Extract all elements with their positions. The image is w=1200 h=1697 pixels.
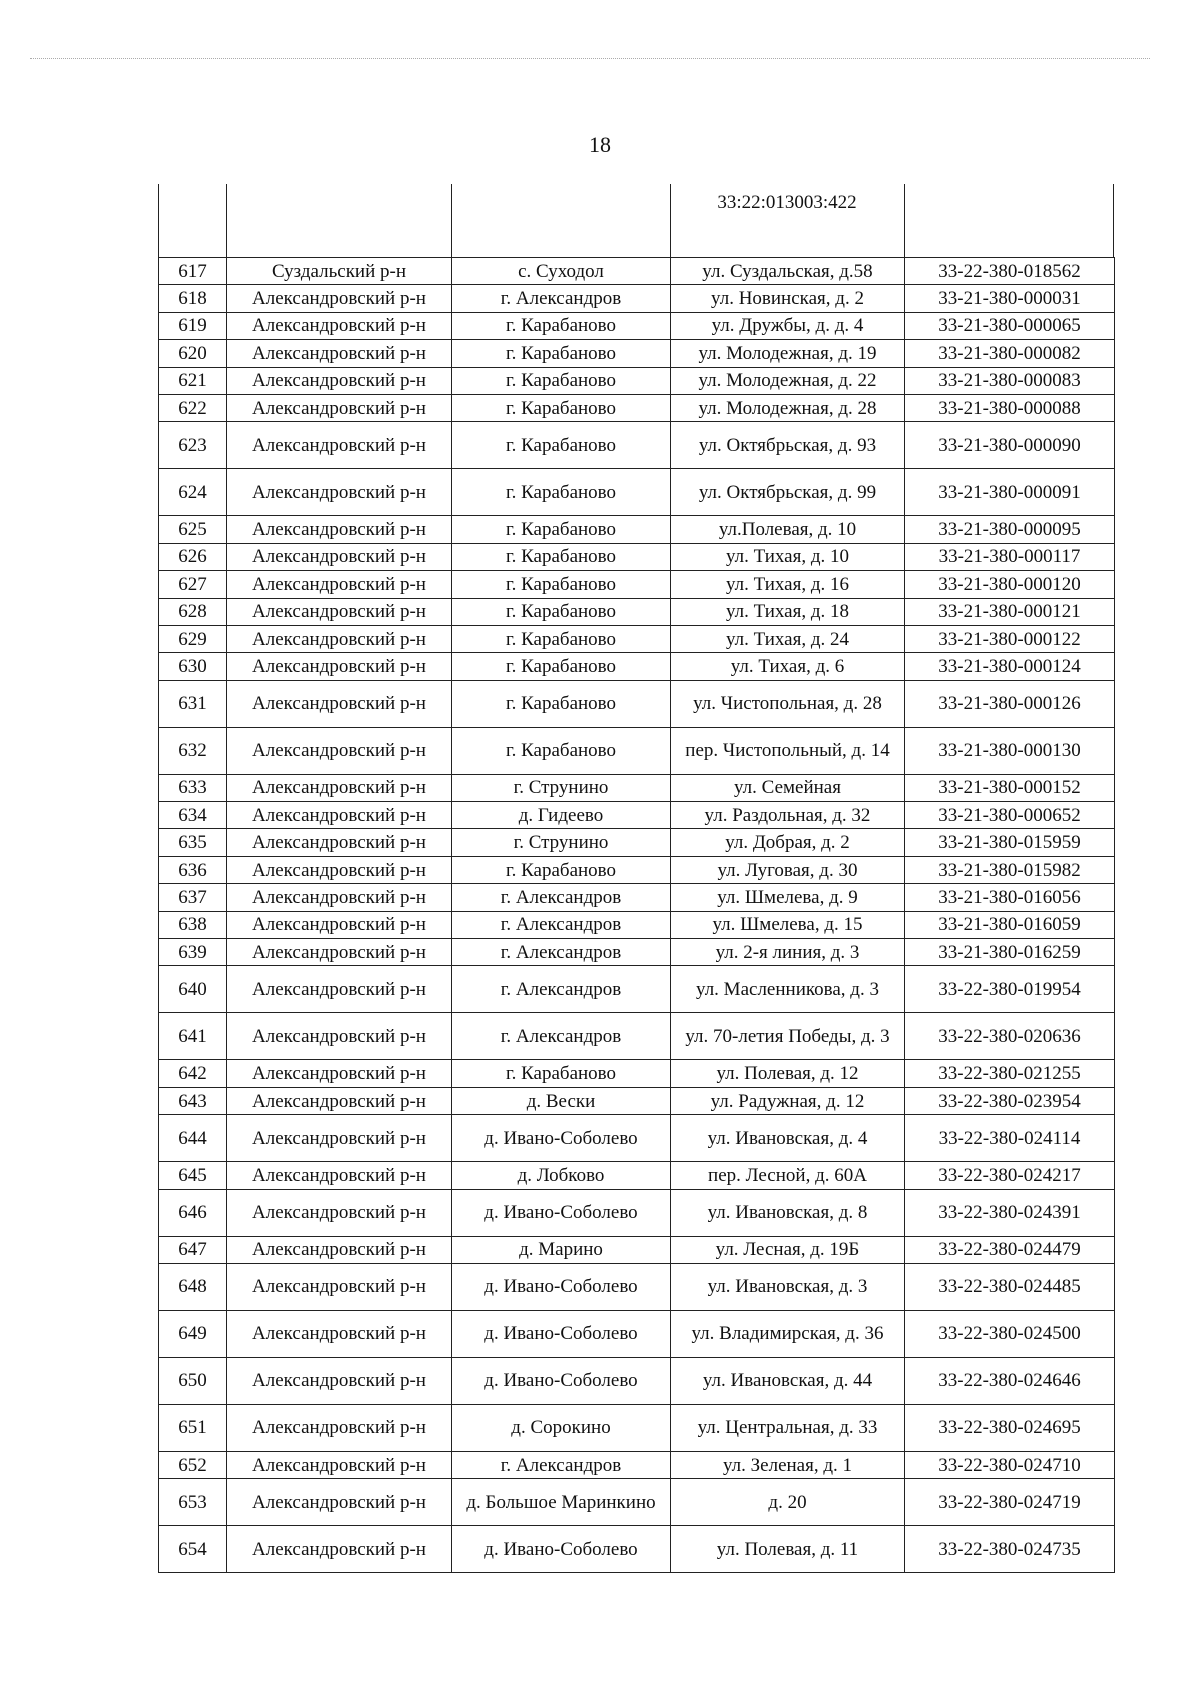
address-cell: ул. Тихая, д. 24	[671, 625, 905, 652]
district-cell: Александровский р-н	[227, 774, 452, 801]
registry-code-cell: 33-21-380-016056	[905, 884, 1115, 911]
locality-cell: г. Карабаново	[452, 312, 671, 339]
table-row	[159, 1115, 1115, 1162]
registry-code-cell: 33-21-380-015982	[905, 856, 1115, 883]
locality-cell: г. Карабаново	[452, 625, 671, 652]
district-cell: Александровский р-н	[227, 939, 452, 966]
locality-cell: г. Карабаново	[452, 516, 671, 543]
district-cell: Александровский р-н	[227, 469, 452, 516]
address-cell: ул. Тихая, д. 16	[671, 571, 905, 598]
district-cell: Суздальский р-н	[227, 258, 452, 285]
locality-cell: г. Александров	[452, 939, 671, 966]
registry-code-cell: 33-22-380-024500	[905, 1310, 1115, 1357]
locality-cell: д. Ивано-Соболево	[452, 1526, 671, 1573]
registry-code-cell: 33-21-380-000031	[905, 285, 1115, 312]
locality-cell: д. Сорокино	[452, 1404, 671, 1451]
table-row	[159, 802, 1115, 829]
address-cell: ул. Новинская, д. 2	[671, 285, 905, 312]
table-row	[159, 1162, 1115, 1189]
registry-code-cell: 33-21-380-000090	[905, 422, 1115, 469]
row-number: 635	[159, 829, 227, 856]
table-row	[159, 1451, 1115, 1478]
row-number: 642	[159, 1060, 227, 1087]
locality-cell: д. Гидеево	[452, 802, 671, 829]
table-row	[159, 1263, 1115, 1310]
table-row	[159, 571, 1115, 598]
address-cell: ул. Тихая, д. 6	[671, 653, 905, 680]
table-row	[159, 727, 1115, 774]
row-number: 640	[159, 966, 227, 1013]
address-cell: ул. Ивановская, д. 8	[671, 1189, 905, 1236]
table-row	[159, 911, 1115, 938]
registry-code-cell: 33-22-380-024710	[905, 1451, 1115, 1478]
table-row	[159, 1404, 1115, 1451]
address-cell: ул.Полевая, д. 10	[671, 516, 905, 543]
district-cell: Александровский р-н	[227, 340, 452, 367]
address-cell: ул. Молодежная, д. 28	[671, 394, 905, 421]
district-cell: Александровский р-н	[227, 1479, 452, 1526]
table-row	[159, 422, 1115, 469]
registry-code-cell: 33-21-380-000124	[905, 653, 1115, 680]
table-row	[159, 829, 1115, 856]
locality-cell: д. Ивано-Соболево	[452, 1310, 671, 1357]
row-number: 648	[159, 1263, 227, 1310]
table-row	[159, 1013, 1115, 1060]
row-number: 654	[159, 1526, 227, 1573]
registry-code-cell: 33-21-380-000083	[905, 367, 1115, 394]
locality-cell: г. Карабаново	[452, 856, 671, 883]
row-number: 625	[159, 516, 227, 543]
address-cell: ул. Шмелева, д. 15	[671, 911, 905, 938]
registry-code-cell: 33-22-380-024391	[905, 1189, 1115, 1236]
row-number: 651	[159, 1404, 227, 1451]
registry-code-cell: 33-21-380-000652	[905, 802, 1115, 829]
table-row	[159, 1357, 1115, 1404]
district-cell: Александровский р-н	[227, 802, 452, 829]
locality-cell: с. Суходол	[452, 258, 671, 285]
address-cell: ул. Молодежная, д. 19	[671, 340, 905, 367]
address-cell: ул. Полевая, д. 12	[671, 1060, 905, 1087]
district-cell: Александровский р-н	[227, 571, 452, 598]
registry-code-cell: 33-21-380-000152	[905, 774, 1115, 801]
locality-cell: д. Ивано-Соболево	[452, 1115, 671, 1162]
district-cell: Александровский р-н	[227, 911, 452, 938]
table-row	[159, 856, 1115, 883]
address-cell: ул. Тихая, д. 10	[671, 543, 905, 570]
locality-cell: г. Карабаново	[452, 680, 671, 727]
district-cell: Александровский р-н	[227, 1236, 452, 1263]
registry-table	[158, 184, 1114, 1573]
row-number: 641	[159, 1013, 227, 1060]
table-row	[159, 1236, 1115, 1263]
locality-cell: г. Карабаново	[452, 653, 671, 680]
locality-cell: г. Карабаново	[452, 422, 671, 469]
district-cell: Александровский р-н	[227, 856, 452, 883]
table-row	[159, 774, 1115, 801]
row-number: 633	[159, 774, 227, 801]
address-cell: д. 20	[671, 1479, 905, 1526]
address-cell: ул. Ивановская, д. 4	[671, 1115, 905, 1162]
district-cell: Александровский р-н	[227, 1115, 452, 1162]
address-cell: пер. Чистопольный, д. 14	[671, 727, 905, 774]
address-cell: ул. Ивановская, д. 3	[671, 1263, 905, 1310]
table-row	[159, 285, 1115, 312]
locality-cell: д. Ивано-Соболево	[452, 1263, 671, 1310]
address-cell: ул. Суздальская, д.58	[671, 258, 905, 285]
address-cell: ул. Раздольная, д. 32	[671, 802, 905, 829]
table-row	[159, 625, 1115, 652]
district-cell: Александровский р-н	[227, 829, 452, 856]
registry-code-cell: 33-21-380-016259	[905, 939, 1115, 966]
locality-cell: г. Карабаново	[452, 469, 671, 516]
table-row	[159, 469, 1115, 516]
registry-code-cell: 33-22-380-024695	[905, 1404, 1115, 1451]
registry-code-cell: 33-22-380-024479	[905, 1236, 1115, 1263]
district-cell: Александровский р-н	[227, 625, 452, 652]
row-number: 623	[159, 422, 227, 469]
row-number: 628	[159, 598, 227, 625]
registry-code-cell: 33-22-380-024485	[905, 1263, 1115, 1310]
address-cell: ул. Тихая, д. 18	[671, 598, 905, 625]
district-cell: Александровский р-н	[227, 312, 452, 339]
locality-cell: г. Карабаново	[452, 598, 671, 625]
registry-code-cell: 33-21-380-000065	[905, 312, 1115, 339]
registry-code-cell: 33-21-380-015959	[905, 829, 1115, 856]
address-cell: ул. Лесная, д. 19Б	[671, 1236, 905, 1263]
row-number: 629	[159, 625, 227, 652]
table-row	[159, 1479, 1115, 1526]
table-row	[159, 966, 1115, 1013]
page-number: 18	[589, 132, 611, 157]
row-number: 622	[159, 394, 227, 421]
row-number: 645	[159, 1162, 227, 1189]
registry-code-cell: 33-21-380-000091	[905, 469, 1115, 516]
registry-code-cell: 33-21-380-000121	[905, 598, 1115, 625]
row-number: 652	[159, 1451, 227, 1478]
locality-cell: г. Струнино	[452, 774, 671, 801]
registry-code-cell: 33-21-380-000126	[905, 680, 1115, 727]
district-cell: Александровский р-н	[227, 285, 452, 312]
locality-cell: г. Александров	[452, 1013, 671, 1060]
table-row	[159, 884, 1115, 911]
table-row	[159, 367, 1115, 394]
table-row	[159, 312, 1115, 339]
table-row	[159, 340, 1115, 367]
district-cell: Александровский р-н	[227, 1357, 452, 1404]
district-cell: Александровский р-н	[227, 1263, 452, 1310]
address-cell: пер. Лесной, д. 60А	[671, 1162, 905, 1189]
registry-code-cell: 33-22-380-024114	[905, 1115, 1115, 1162]
locality-cell: г. Струнино	[452, 829, 671, 856]
address-cell: ул. Луговая, д. 30	[671, 856, 905, 883]
row-number: 653	[159, 1479, 227, 1526]
row-number: 636	[159, 856, 227, 883]
table-row	[159, 1060, 1115, 1087]
table-row	[159, 543, 1115, 570]
district-cell: Александровский р-н	[227, 394, 452, 421]
district-cell: Александровский р-н	[227, 966, 452, 1013]
district-cell: Александровский р-н	[227, 367, 452, 394]
address-cell: ул. Радужная, д. 12	[671, 1087, 905, 1114]
address-cell: ул. Октябрьская, д. 93	[671, 422, 905, 469]
registry-code-cell: 33-22-380-018562	[905, 258, 1115, 285]
row-number: 647	[159, 1236, 227, 1263]
address-cell: ул. Дружбы, д. д. 4	[671, 312, 905, 339]
district-cell: Александровский р-н	[227, 1060, 452, 1087]
locality-cell: г. Александров	[452, 966, 671, 1013]
table-row	[159, 680, 1115, 727]
rows-body	[159, 258, 1115, 1573]
address-cell: ул. Чистопольная, д. 28	[671, 680, 905, 727]
locality-cell: г. Карабаново	[452, 340, 671, 367]
address-cell: ул. Добрая, д. 2	[671, 829, 905, 856]
address-cell: ул. Зеленая, д. 1	[671, 1451, 905, 1478]
row-number: 650	[159, 1357, 227, 1404]
registry-code-cell: 33-21-380-016059	[905, 911, 1115, 938]
district-cell: Александровский р-н	[227, 1404, 452, 1451]
row-number: 618	[159, 285, 227, 312]
district-cell: Александровский р-н	[227, 1189, 452, 1236]
rows-table	[158, 257, 1115, 1573]
row-number: 637	[159, 884, 227, 911]
row-number: 634	[159, 802, 227, 829]
registry-code-cell: 33-21-380-000122	[905, 625, 1115, 652]
row-number: 631	[159, 680, 227, 727]
address-cell: ул. Владимирская, д. 36	[671, 1310, 905, 1357]
row-number: 624	[159, 469, 227, 516]
district-cell: Александровский р-н	[227, 598, 452, 625]
registry-code-cell: 33-22-380-024217	[905, 1162, 1115, 1189]
locality-cell: д. Ивано-Соболево	[452, 1357, 671, 1404]
address-cell: ул. Ивановская, д. 44	[671, 1357, 905, 1404]
registry-code-cell: 33-21-380-000120	[905, 571, 1115, 598]
continuation-cadastral-number: 33:22:013003:422	[717, 192, 857, 213]
district-cell: Александровский р-н	[227, 1013, 452, 1060]
address-cell: ул. Шмелева, д. 9	[671, 884, 905, 911]
table-row	[159, 598, 1115, 625]
registry-code-cell: 33-22-380-021255	[905, 1060, 1115, 1087]
locality-cell: г. Карабаново	[452, 543, 671, 570]
registry-code-cell: 33-22-380-023954	[905, 1087, 1115, 1114]
table-row	[159, 1310, 1115, 1357]
registry-code-cell: 33-21-380-000088	[905, 394, 1115, 421]
district-cell: Александровский р-н	[227, 1451, 452, 1478]
registry-code-cell: 33-21-380-000117	[905, 543, 1115, 570]
table-row	[159, 1087, 1115, 1114]
address-cell: ул. Молодежная, д. 22	[671, 367, 905, 394]
scan-artifact-line	[30, 58, 1150, 59]
registry-code-cell: 33-21-380-000082	[905, 340, 1115, 367]
registry-code-cell: 33-21-380-000130	[905, 727, 1115, 774]
address-cell: ул. Семейная	[671, 774, 905, 801]
table-row	[159, 394, 1115, 421]
address-cell: ул. 2-я линия, д. 3	[671, 939, 905, 966]
row-number: 627	[159, 571, 227, 598]
address-cell: ул. Полевая, д. 11	[671, 1526, 905, 1573]
table-row	[159, 516, 1115, 543]
row-number: 643	[159, 1087, 227, 1114]
district-cell: Александровский р-н	[227, 516, 452, 543]
registry-code-cell: 33-22-380-024646	[905, 1357, 1115, 1404]
district-cell: Александровский р-н	[227, 1526, 452, 1573]
locality-cell: д. Марино	[452, 1236, 671, 1263]
row-number: 626	[159, 543, 227, 570]
locality-cell: г. Карабаново	[452, 727, 671, 774]
address-cell: ул. 70-летия Победы, д. 3	[671, 1013, 905, 1060]
locality-cell: г. Карабаново	[452, 367, 671, 394]
registry-code-cell: 33-22-380-024735	[905, 1526, 1115, 1573]
address-cell: ул. Центральная, д. 33	[671, 1404, 905, 1451]
row-number: 638	[159, 911, 227, 938]
district-cell: Александровский р-н	[227, 1310, 452, 1357]
table-row	[159, 258, 1115, 285]
table-row	[159, 653, 1115, 680]
row-number: 644	[159, 1115, 227, 1162]
district-cell: Александровский р-н	[227, 543, 452, 570]
table-continuation-row	[158, 184, 1114, 257]
row-number: 617	[159, 258, 227, 285]
locality-cell: г. Карабаново	[452, 571, 671, 598]
row-number: 621	[159, 367, 227, 394]
locality-cell: г. Карабаново	[452, 394, 671, 421]
registry-code-cell: 33-22-380-020636	[905, 1013, 1115, 1060]
district-cell: Александровский р-н	[227, 1087, 452, 1114]
registry-code-cell: 33-22-380-024719	[905, 1479, 1115, 1526]
address-cell: ул. Октябрьская, д. 99	[671, 469, 905, 516]
district-cell: Александровский р-н	[227, 884, 452, 911]
row-number: 639	[159, 939, 227, 966]
locality-cell: д. Большое Маринкино	[452, 1479, 671, 1526]
locality-cell: г. Карабаново	[452, 1060, 671, 1087]
locality-cell: д. Лобково	[452, 1162, 671, 1189]
registry-code-cell: 33-21-380-000095	[905, 516, 1115, 543]
row-number: 630	[159, 653, 227, 680]
table-row	[159, 1189, 1115, 1236]
district-cell: Александровский р-н	[227, 422, 452, 469]
row-number: 620	[159, 340, 227, 367]
district-cell: Александровский р-н	[227, 680, 452, 727]
registry-code-cell: 33-22-380-019954	[905, 966, 1115, 1013]
row-number: 619	[159, 312, 227, 339]
locality-cell: г. Александров	[452, 884, 671, 911]
district-cell: Александровский р-н	[227, 1162, 452, 1189]
locality-cell: г. Александров	[452, 1451, 671, 1478]
locality-cell: д. Ивано-Соболево	[452, 1189, 671, 1236]
district-cell: Александровский р-н	[227, 727, 452, 774]
table-row	[159, 1526, 1115, 1573]
district-cell: Александровский р-н	[227, 653, 452, 680]
locality-cell: д. Вески	[452, 1087, 671, 1114]
row-number: 646	[159, 1189, 227, 1236]
locality-cell: г. Александров	[452, 911, 671, 938]
row-number: 649	[159, 1310, 227, 1357]
row-number: 632	[159, 727, 227, 774]
locality-cell: г. Александров	[452, 285, 671, 312]
table-row	[159, 939, 1115, 966]
address-cell: ул. Масленникова, д. 3	[671, 966, 905, 1013]
